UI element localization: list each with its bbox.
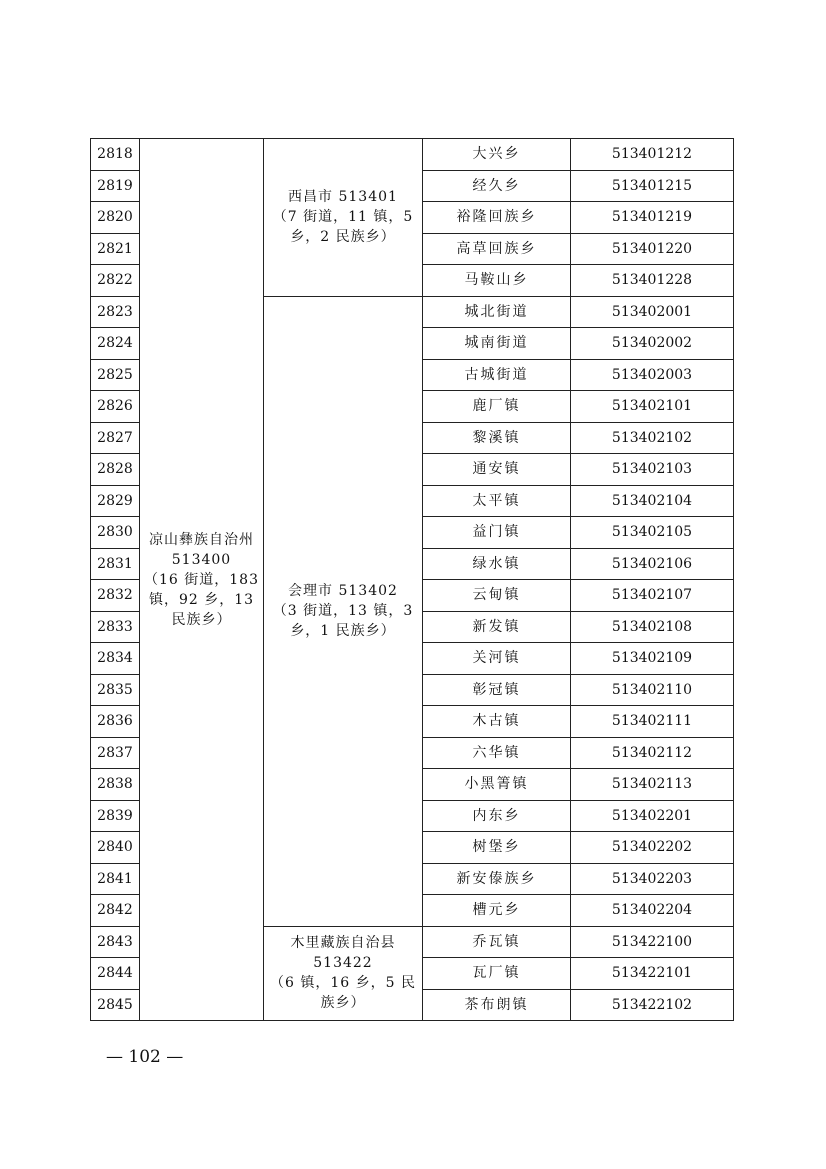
table-row [91, 139, 734, 171]
township-code: 513401228 [571, 265, 734, 297]
township-name: 鹿厂镇 [423, 391, 571, 423]
township-code: 513402111 [571, 706, 734, 738]
page-number: — 102 — [106, 1047, 184, 1067]
township-name: 城南街道 [423, 328, 571, 360]
township-code: 513402112 [571, 737, 734, 769]
prefecture-name: 凉山彝族自治州 513400 [149, 531, 254, 568]
row-number: 2834 [91, 643, 140, 675]
row-number: 2832 [91, 580, 140, 612]
township-name: 乔瓦镇 [423, 926, 571, 958]
township-name: 裕隆回族乡 [423, 202, 571, 234]
township-name: 云甸镇 [423, 580, 571, 612]
row-number: 2844 [91, 958, 140, 990]
county-cell [264, 926, 423, 1021]
township-code: 513402101 [571, 391, 734, 423]
township-code: 513402108 [571, 611, 734, 643]
township-code: 513402103 [571, 454, 734, 486]
township-code: 513402202 [571, 832, 734, 864]
county-note: （6 镇，16 乡，5 民族乡） [270, 975, 416, 1012]
township-name: 瓦厂镇 [423, 958, 571, 990]
row-number: 2842 [91, 895, 140, 927]
county-note: （7 街道，11 镇，5 乡，2 民族乡） [272, 209, 414, 246]
township-code: 513401219 [571, 202, 734, 234]
township-name: 小黑箐镇 [423, 769, 571, 801]
township-name: 彰冠镇 [423, 674, 571, 706]
township-code: 513402001 [571, 296, 734, 328]
township-code: 513401220 [571, 233, 734, 265]
township-name: 树堡乡 [423, 832, 571, 864]
township-code: 513402113 [571, 769, 734, 801]
township-name: 马鞍山乡 [423, 265, 571, 297]
county-cell [264, 296, 423, 926]
township-code: 513402107 [571, 580, 734, 612]
row-number: 2840 [91, 832, 140, 864]
row-number: 2827 [91, 422, 140, 454]
row-number: 2818 [91, 139, 140, 171]
row-number: 2824 [91, 328, 140, 360]
township-name: 古城街道 [423, 359, 571, 391]
township-name: 内东乡 [423, 800, 571, 832]
township-code: 513402201 [571, 800, 734, 832]
row-number: 2841 [91, 863, 140, 895]
row-number: 2831 [91, 548, 140, 580]
township-name: 城北街道 [423, 296, 571, 328]
admin-division-table [90, 138, 734, 1021]
row-number: 2830 [91, 517, 140, 549]
county-name: 木里藏族自治县 513422 [290, 935, 396, 972]
county-name: 西昌市 513401 [288, 189, 398, 206]
township-code: 513401212 [571, 139, 734, 171]
township-name: 经久乡 [423, 170, 571, 202]
township-code: 513422100 [571, 926, 734, 958]
township-code: 513422101 [571, 958, 734, 990]
township-name: 通安镇 [423, 454, 571, 486]
township-code: 513402003 [571, 359, 734, 391]
township-name: 黎溪镇 [423, 422, 571, 454]
row-number: 2836 [91, 706, 140, 738]
township-code: 513402002 [571, 328, 734, 360]
prefecture-cell [140, 139, 264, 1021]
township-name: 绿水镇 [423, 548, 571, 580]
row-number: 2837 [91, 737, 140, 769]
township-code: 513402109 [571, 643, 734, 675]
row-number: 2828 [91, 454, 140, 486]
row-number: 2826 [91, 391, 140, 423]
row-number: 2829 [91, 485, 140, 517]
row-number: 2820 [91, 202, 140, 234]
prefecture-note: （16 街道，183 镇，92 乡，13 民族乡） [144, 571, 259, 628]
county-note: （3 街道，13 镇，3 乡，1 民族乡） [272, 603, 414, 639]
township-name: 六华镇 [423, 737, 571, 769]
township-code: 513402102 [571, 422, 734, 454]
township-name: 新发镇 [423, 611, 571, 643]
row-number: 2835 [91, 674, 140, 706]
county-cell [264, 139, 423, 297]
township-name: 木古镇 [423, 706, 571, 738]
township-name: 关河镇 [423, 643, 571, 675]
township-code: 513402106 [571, 548, 734, 580]
township-name: 新安傣族乡 [423, 863, 571, 895]
row-number: 2823 [91, 296, 140, 328]
row-number: 2822 [91, 265, 140, 297]
row-number: 2845 [91, 989, 140, 1021]
township-name: 高草回族乡 [423, 233, 571, 265]
township-name: 槽元乡 [423, 895, 571, 927]
row-number: 2819 [91, 170, 140, 202]
row-number: 2839 [91, 800, 140, 832]
township-name: 太平镇 [423, 485, 571, 517]
township-name: 大兴乡 [423, 139, 571, 171]
township-code: 513422102 [571, 989, 734, 1021]
county-name: 会理市 513402 [288, 583, 398, 599]
row-number: 2833 [91, 611, 140, 643]
row-number: 2825 [91, 359, 140, 391]
row-number: 2843 [91, 926, 140, 958]
township-code: 513402203 [571, 863, 734, 895]
township-code: 513401215 [571, 170, 734, 202]
row-number: 2821 [91, 233, 140, 265]
township-code: 513402204 [571, 895, 734, 927]
township-code: 513402105 [571, 517, 734, 549]
township-code: 513402104 [571, 485, 734, 517]
township-name: 益门镇 [423, 517, 571, 549]
township-name: 茶布朗镇 [423, 989, 571, 1021]
township-code: 513402110 [571, 674, 734, 706]
row-number: 2838 [91, 769, 140, 801]
